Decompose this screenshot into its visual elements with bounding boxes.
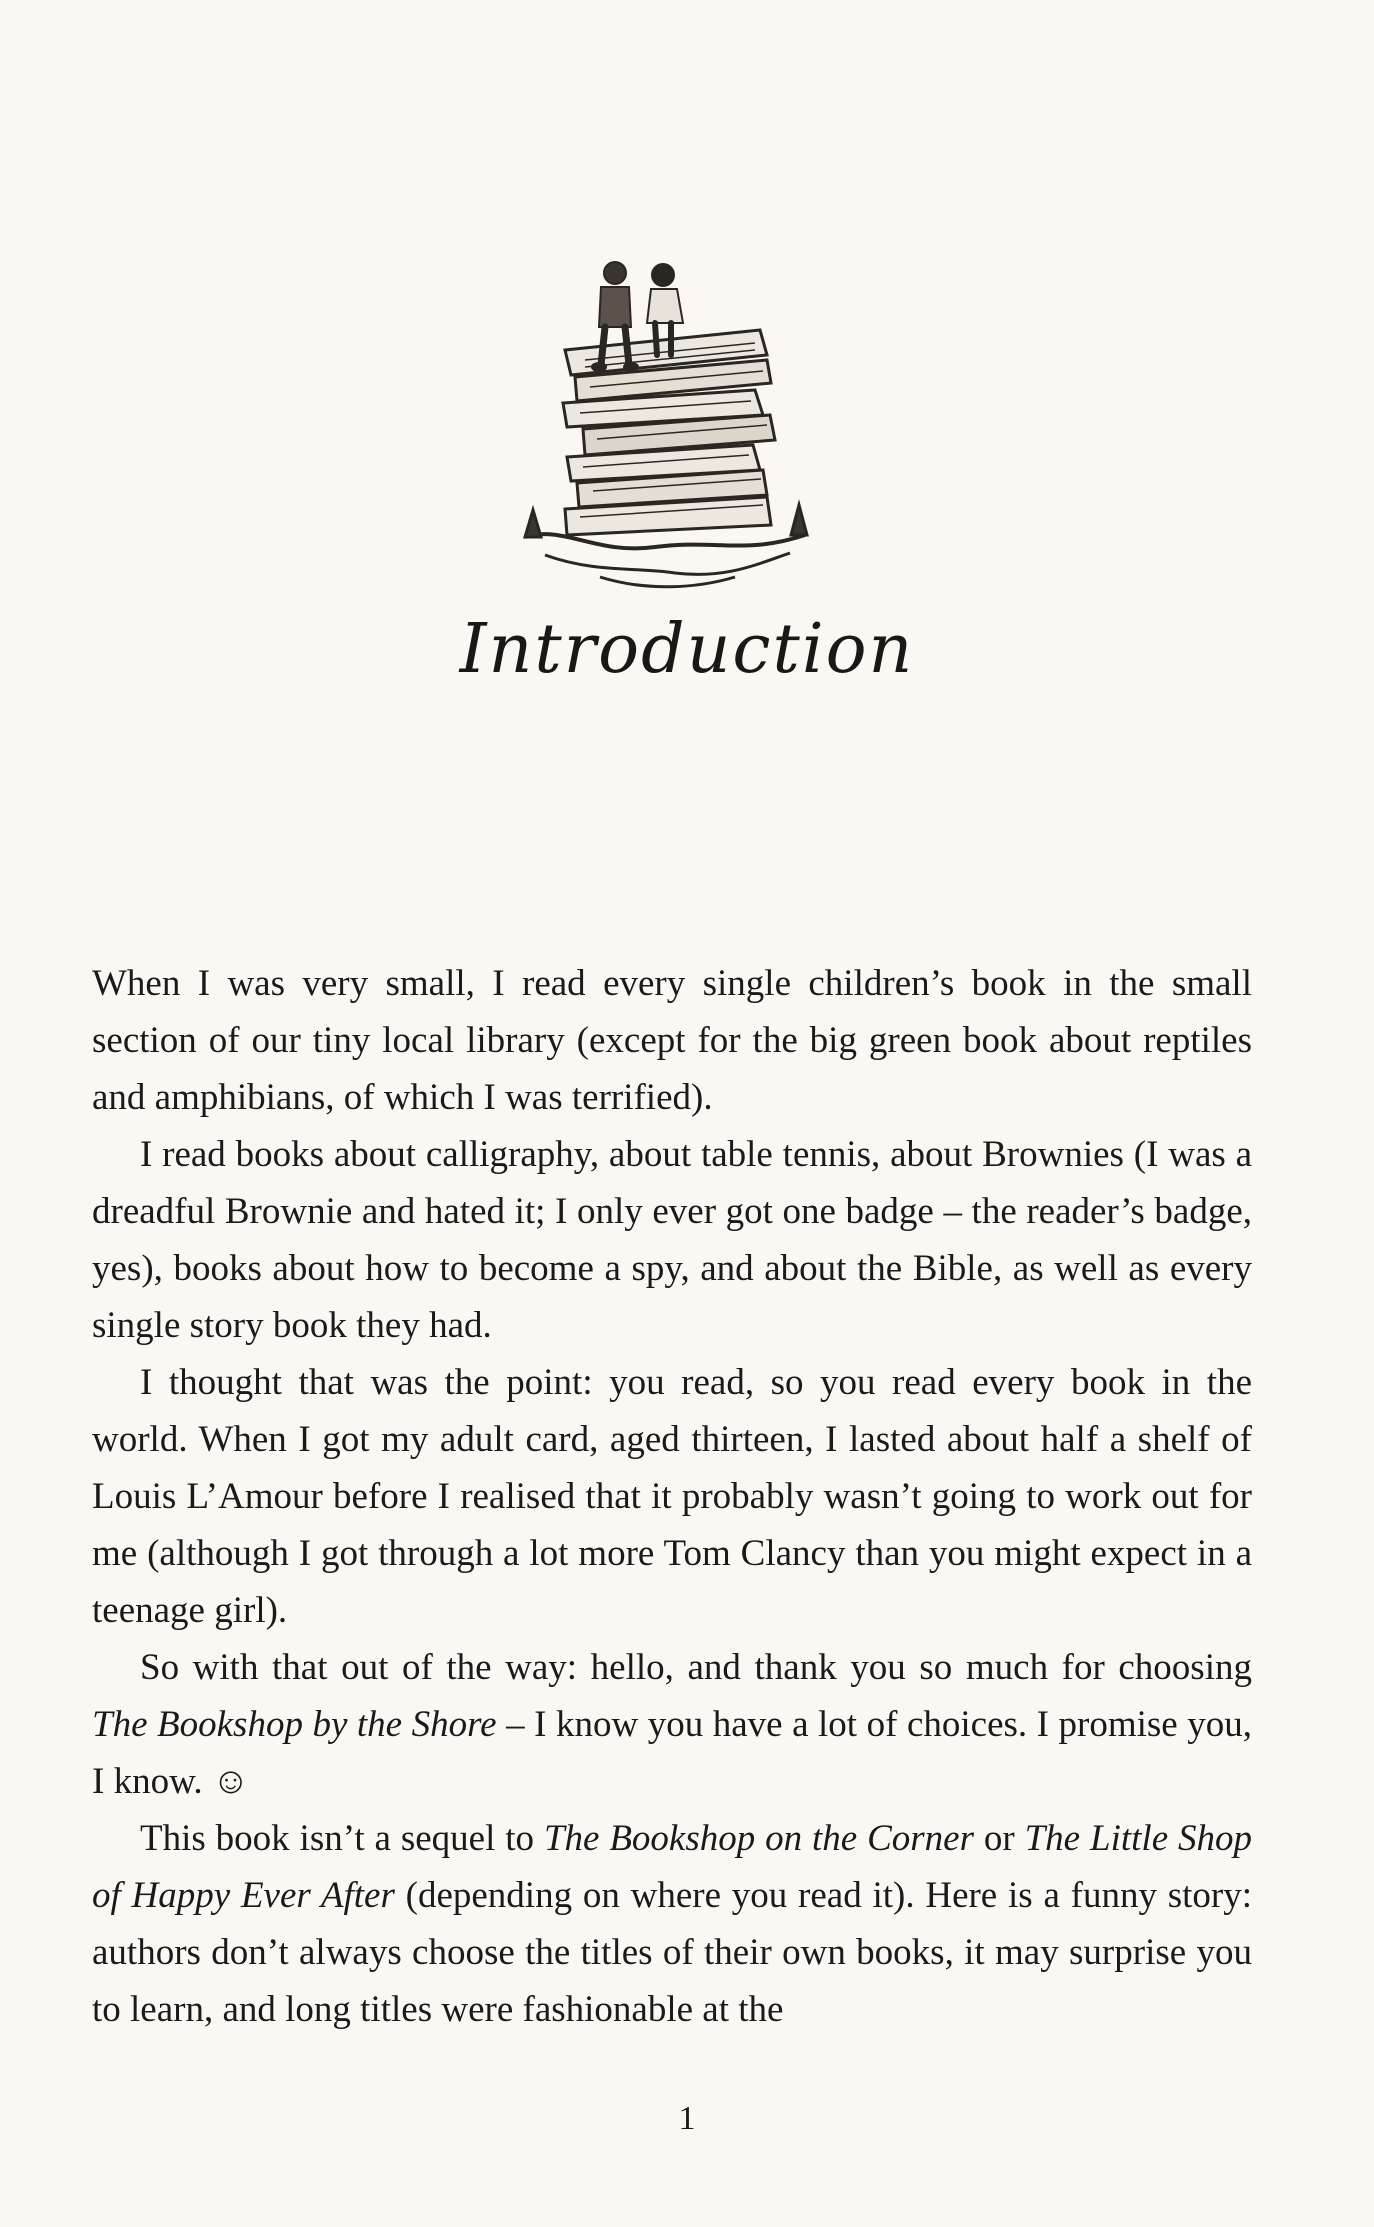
- couple-on-book-stack-icon: [505, 255, 825, 595]
- paragraph: This book isn’t a sequel to The Bookshop on the Corner or The Little Shop of Happy Ever After (depending on where you read it). Here is a funny story: authors don’t always choose the titles of their own books, it may surprise you to learn, and long titles were fashionable at the: [92, 1818, 1252, 2030]
- page-number: 1: [678, 2100, 696, 2137]
- paragraph: When I was very small, I read every single children’s book in the small section of our tiny local library (except for the big green book about reptiles and amphibians, of which I was terrified).: [92, 963, 1252, 1118]
- book-title: The Bookshop on the Corner: [543, 1818, 975, 1859]
- book-title: The Bookshop by the Shore: [92, 1704, 497, 1745]
- paragraph: I read books about calligraphy, about table tennis, about Brownies (I was a dreadful Brownie and hated it; I only ever got one badge – the reader’s badge, yes), books about how to become a spy, and about the Bible, as well as every single story book they had.: [92, 1134, 1252, 1346]
- chapter-title: Introduction: [459, 610, 915, 689]
- paragraph: So with that out of the way: hello, and thank you so much for choosing The Bookshop by the Shore – I know you have a lot of choices. I promise you, I know. ☺: [92, 1647, 1252, 1802]
- paragraph: I thought that was the point: you read, so you read every book in the world. When I got my adult card, aged thirteen, I lasted about half a shelf of Louis L’Amour before I realised that it probably wasn’t going to work out for me (although I got through a lot more Tom Clancy than you might expect in a teenage girl).: [92, 1362, 1252, 1631]
- book-title: The Little Shop of Happy Ever After: [92, 1818, 1252, 1916]
- body-text: [92, 955, 1252, 2038]
